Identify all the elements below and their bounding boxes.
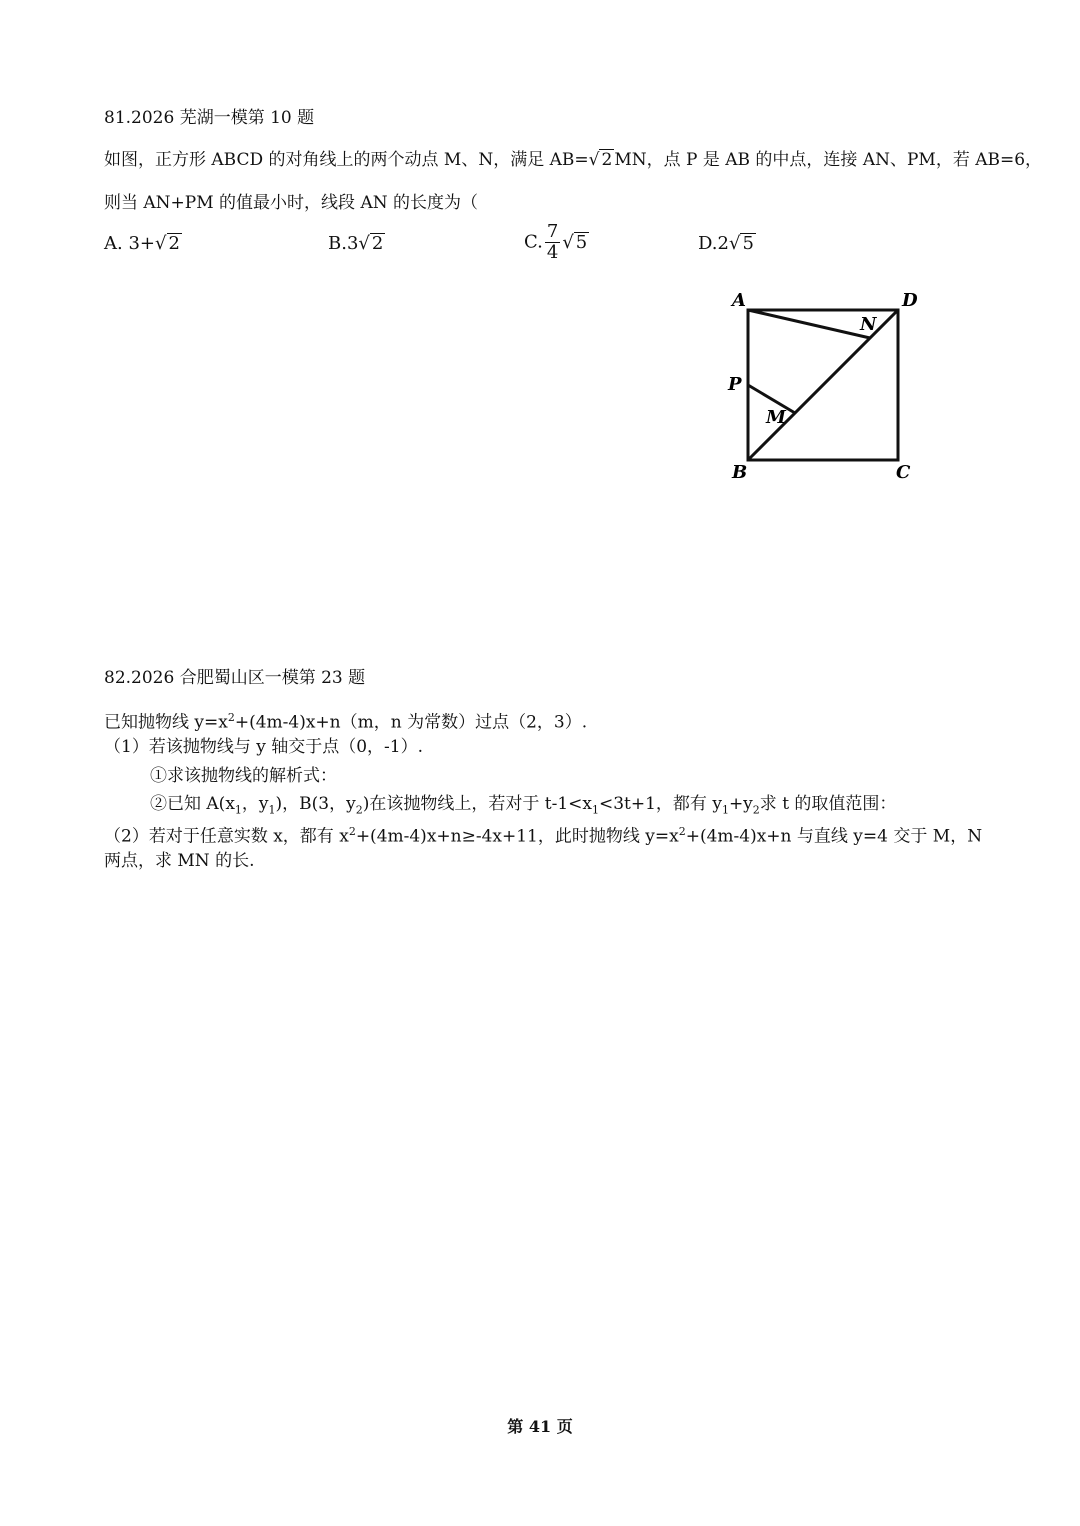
- q82-p1ii-sub-f: 2: [752, 803, 760, 817]
- q82-p1ii-sub-e: 1: [721, 803, 729, 817]
- q82-intro-a: 已知抛物线 y=x: [104, 712, 228, 733]
- q82-p2-a: （2）若对于任意实数 x，都有 x: [104, 826, 349, 847]
- q82-p1ii-sub-c: 2: [355, 803, 363, 817]
- label-p: P: [728, 374, 742, 395]
- q82-intro-b: +(4m-4)x+n（m，n 为常数）过点（2，3）.: [234, 712, 588, 733]
- page-number: 第 41 页: [507, 1417, 573, 1436]
- q82-p1ii-f: +y: [728, 794, 753, 814]
- q82-p1ii-b: ，y: [241, 794, 269, 814]
- q82-intro-sup: 2: [227, 711, 235, 724]
- q82-part1-ii: [150, 792, 896, 822]
- q82-p1ii-d: )在该抛物线上，若对于 t-1<x: [362, 794, 592, 814]
- label-n: N: [860, 314, 877, 335]
- option-c-label: C.: [524, 231, 543, 253]
- q82-p1ii-e: <3t+1，都有 y: [598, 794, 722, 814]
- sqrt-symbol: √ 2: [588, 150, 613, 170]
- label-c: C: [896, 462, 911, 483]
- option-b-coef: 3: [346, 233, 359, 254]
- q82-p2-sup-b: 2: [678, 825, 686, 838]
- q82-p2-sup-a: 2: [348, 825, 356, 838]
- sqrt-symbol: √ 5: [728, 233, 754, 254]
- option-a-label: A.: [104, 233, 123, 254]
- q82-title: 82.2026 合肥蜀山区一模第 23 题: [104, 668, 366, 688]
- label-a: A: [732, 290, 746, 311]
- q82-p1ii-a: ②已知 A(x: [150, 794, 235, 814]
- label-m: M: [766, 407, 786, 428]
- option-c-radicand: 5: [575, 231, 588, 253]
- q82-p1ii-g: 求 t 的取值范围：: [759, 794, 897, 814]
- square-figure: [720, 286, 940, 491]
- q81-line1-text-a: 如图，正方形 ABCD 的对角线上的两个动点 M、N，满足 AB=: [104, 150, 589, 170]
- option-b-label: B.: [328, 233, 347, 254]
- sqrt-symbol: √ 5: [562, 231, 588, 253]
- option-b-radicand: 2: [371, 233, 384, 254]
- q82-p2-b: +(4m-4)x+n≥-4x+11，此时抛物线 y=x: [355, 826, 679, 847]
- q82-p2-c: +(4m-4)x+n 与直线 y=4 交于 M，N: [685, 826, 983, 847]
- q82-p1ii-sub-b: 1: [268, 803, 276, 817]
- label-d: D: [902, 290, 918, 311]
- option-a-int: 3+: [128, 233, 156, 254]
- q82-part1-i: ①求该抛物线的解析式：: [150, 766, 337, 786]
- q82-part2-line2: 两点，求 MN 的长.: [104, 851, 255, 871]
- q81-line1: [104, 148, 1042, 172]
- option-a-radicand: 2: [168, 233, 180, 254]
- q81-title: 81.2026 芜湖一模第 10 题: [104, 108, 315, 128]
- option-b: [328, 232, 385, 256]
- q82-intro: [104, 706, 587, 735]
- option-c-numerator: 7: [546, 221, 559, 242]
- q82-part2: [104, 820, 982, 849]
- option-d-radicand: 5: [742, 233, 754, 254]
- q81-line1-text-b: MN，点 P 是 AB 的中点，连接 AN、PM，若 AB=6，: [614, 150, 1043, 170]
- option-c-denominator: 4: [546, 242, 559, 263]
- option-d: [698, 232, 756, 256]
- option-c: [524, 222, 589, 263]
- q82-p1ii-sub-a: 1: [234, 803, 242, 817]
- sqrt-symbol: √ 2: [155, 233, 180, 254]
- option-d-label: D.: [698, 233, 718, 254]
- sqrt-symbol: √ 2: [358, 233, 384, 254]
- label-b: B: [732, 462, 748, 483]
- q81-line1-radicand: 2: [601, 150, 613, 170]
- q82-p1ii-sub-d: 1: [591, 803, 599, 817]
- segment-an: [748, 310, 870, 338]
- option-c-fraction: [545, 222, 560, 263]
- option-a: [104, 232, 182, 256]
- option-d-coef: 2: [717, 233, 729, 254]
- q82-p1ii-c: )，B(3，y: [275, 794, 356, 814]
- q82-part1: （1）若该抛物线与 y 轴交于点（0，-1）.: [104, 737, 424, 757]
- q81-line2: 则当 AN+PM 的值最小时，线段 AN 的长度为（: [104, 193, 479, 213]
